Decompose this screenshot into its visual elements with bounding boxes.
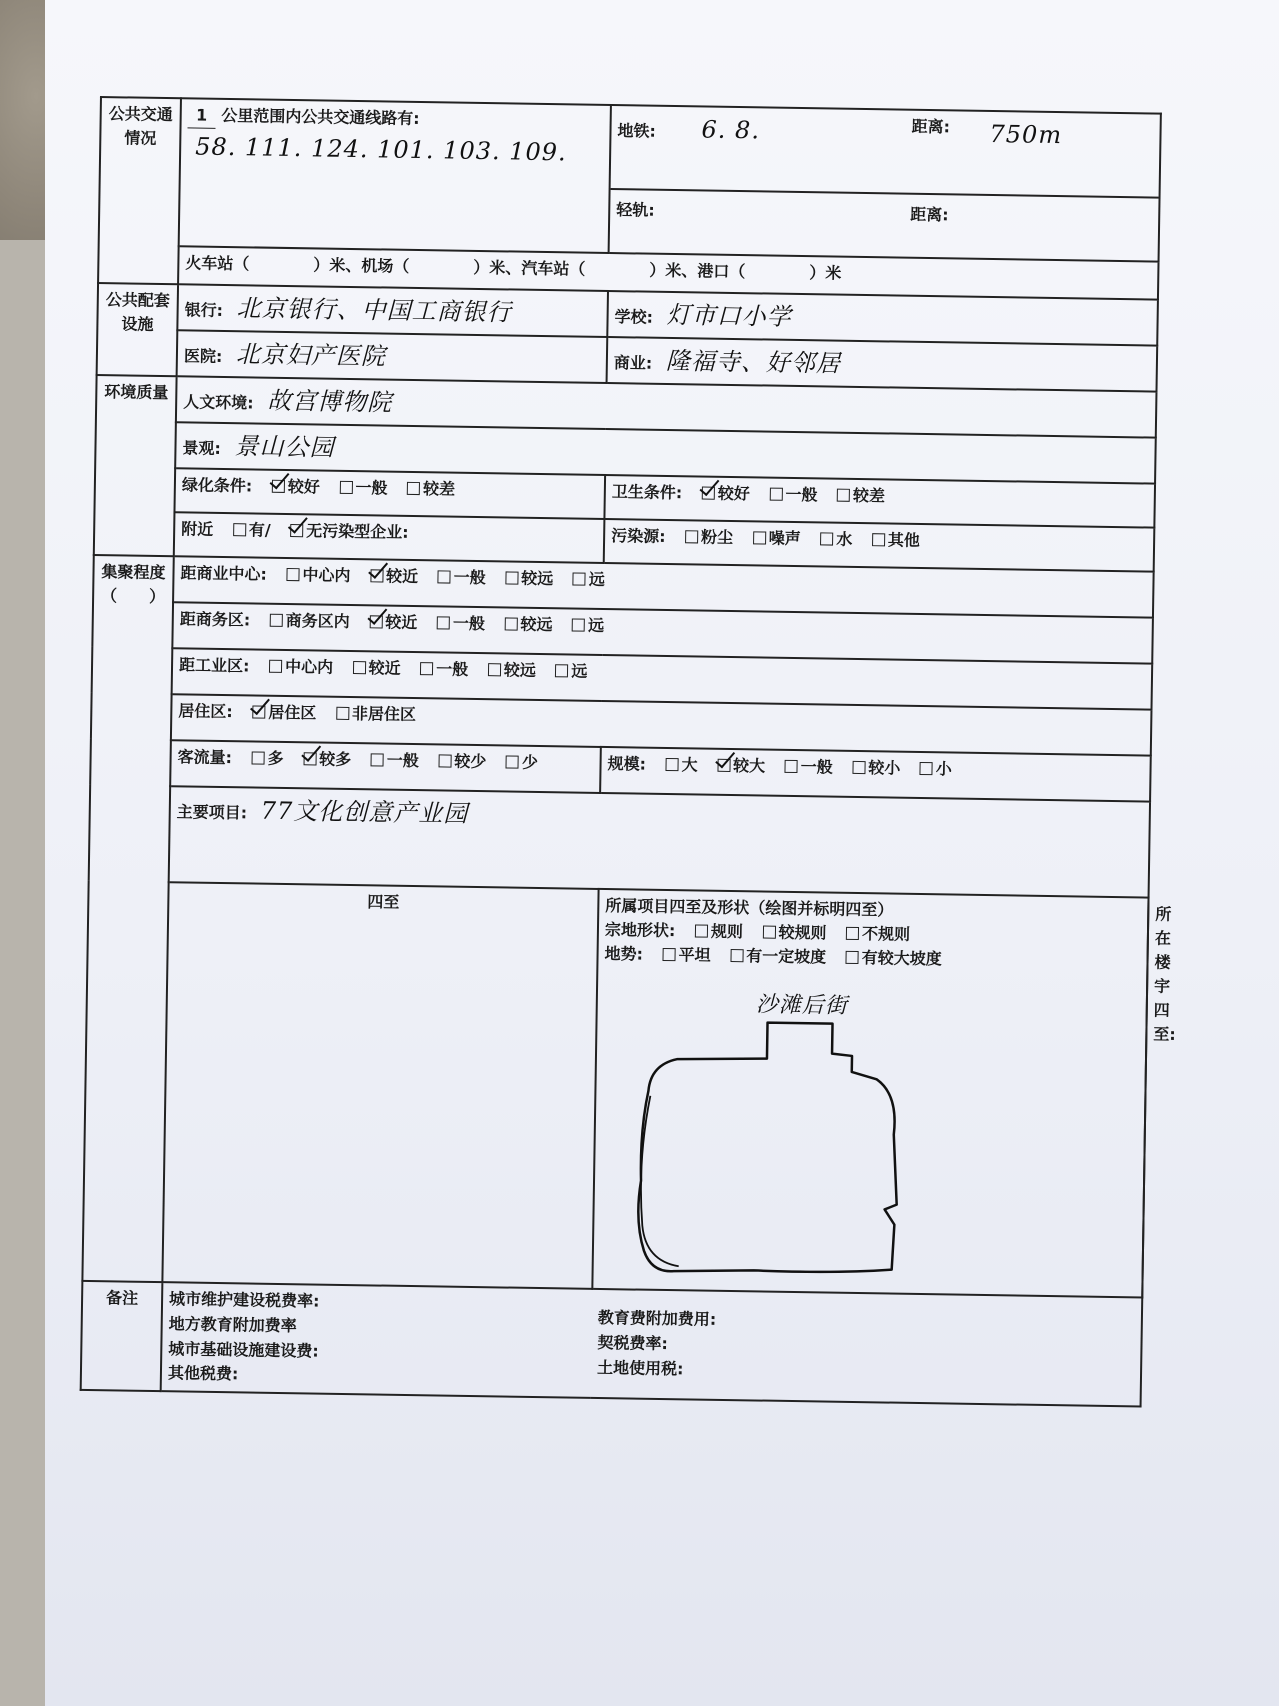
traffic-cell <box>170 740 601 793</box>
metro-distance-value: 750m <box>989 119 1063 150</box>
business-district-option-far: 远 <box>587 615 605 635</box>
stations-text: 火车站（ ）米、机场（ ）米、汽车站（ ）米、港口（ ）米 <box>178 246 1158 299</box>
residential-option-no: 非居住区 <box>351 704 417 725</box>
traffic-checkbox-average[interactable] <box>371 753 384 766</box>
scale-option-small: 小 <box>935 759 953 779</box>
traffic-option-few: 少 <box>521 752 539 772</box>
metro-value: 6. 8. <box>701 115 761 145</box>
business-center-checkbox-farther[interactable] <box>505 571 518 584</box>
main-project-label: 主要项目: <box>176 802 248 823</box>
business-center-option-farther: 较远 <box>521 568 554 589</box>
industrial-checkbox-inside[interactable] <box>269 660 282 673</box>
business-center-option-far: 远 <box>588 569 605 589</box>
business-district-option-inside: 商务区内 <box>285 610 350 631</box>
hospital-value: 北京妇产医院 <box>235 340 387 371</box>
commerce-label: 商业: <box>613 353 653 373</box>
lot-outline-inner <box>640 1096 682 1267</box>
remark-deed-tax-rate: 契税费率: <box>597 1332 669 1353</box>
business-center-checkbox-far[interactable] <box>573 572 586 585</box>
hospital-label: 医院: <box>183 346 223 366</box>
remark-other-taxes: 其他税费: <box>167 1363 239 1384</box>
nearby-cell <box>174 512 605 563</box>
scenery-label: 景观: <box>182 438 222 458</box>
sanitation-checkbox-average[interactable] <box>769 488 782 501</box>
bus-lines-value: 58. 111. 124. 101. 103. 109. <box>194 132 567 167</box>
main-project-cell <box>169 786 1150 897</box>
terrain-checkbox-some-slope[interactable] <box>730 949 743 962</box>
lot-shape-checkbox-irregular[interactable] <box>846 927 859 940</box>
scale-option-average: 一般 <box>800 757 833 777</box>
bank-value: 北京银行、中国工商银行 <box>236 294 512 327</box>
transport-section-label: 公共交通情况 <box>98 97 181 284</box>
business-district-checkbox-near[interactable] <box>369 615 382 628</box>
traffic-checkbox-more[interactable] <box>303 752 316 765</box>
scenery-value: 景山公园 <box>234 432 335 462</box>
commerce-value: 隆福寺、好邻居 <box>665 346 842 378</box>
pollution-option-other: 其他 <box>887 530 921 550</box>
industrial-option-near: 较近 <box>368 658 401 678</box>
nearby-checkbox-has[interactable] <box>233 523 246 536</box>
residential-checkbox-no[interactable] <box>336 707 349 720</box>
pollution-checkbox-dust[interactable] <box>685 530 698 543</box>
scale-checkbox-large[interactable] <box>665 758 678 771</box>
traffic-option-more: 较多 <box>319 749 352 770</box>
pollution-option-dust: 粉尘 <box>700 527 734 547</box>
sanitation-option-average: 一般 <box>785 484 818 505</box>
lot-shape-option-regular: 规则 <box>710 921 744 942</box>
main-project-value: 77文化创意产业园 <box>260 796 469 828</box>
sanitation-option-poor: 较差 <box>852 485 886 506</box>
business-district-checkbox-farther[interactable] <box>504 617 517 630</box>
remark-land-use-tax: 土地使用税: <box>596 1357 684 1378</box>
greening-option-poor: 较差 <box>422 479 456 499</box>
greening-label: 绿化条件: <box>181 475 253 496</box>
pollution-option-noise: 噪声 <box>768 528 801 549</box>
business-district-label: 距商务区: <box>179 609 251 630</box>
pollution-checkbox-water[interactable] <box>820 532 833 545</box>
greening-cell <box>174 468 605 519</box>
scale-option-larger: 较大 <box>732 756 766 776</box>
pollution-option-water: 水 <box>836 529 853 549</box>
scale-option-large: 大 <box>681 755 698 775</box>
facilities-section-label: 公共配套设施 <box>97 283 178 376</box>
terrain-option-flat: 平坦 <box>678 945 711 965</box>
scale-label: 规模: <box>607 754 647 774</box>
business-center-checkbox-near[interactable] <box>370 569 383 582</box>
environment-section-label: 环境质量 <box>94 375 177 556</box>
industrial-checkbox-far[interactable] <box>555 664 568 677</box>
greening-option-good: 较好 <box>287 477 321 497</box>
bank-label: 银行: <box>184 300 224 320</box>
lot-outline <box>637 1021 899 1275</box>
business-center-label: 距商业中心: <box>180 563 268 584</box>
business-center-option-average: 一般 <box>453 567 486 588</box>
lot-shape-option-irregular: 不规则 <box>861 924 911 944</box>
light-rail-distance-label: 距离: <box>910 204 949 225</box>
greening-option-average: 一般 <box>355 478 388 498</box>
terrain-option-some-slope: 有一定坡度 <box>746 946 827 967</box>
culture-value: 故宫博物院 <box>266 386 393 417</box>
traffic-option-average: 一般 <box>386 750 419 771</box>
industrial-checkbox-average[interactable] <box>420 662 433 675</box>
business-district-option-average: 一般 <box>452 613 486 634</box>
traffic-checkbox-less[interactable] <box>438 754 451 767</box>
traffic-option-less: 较少 <box>454 751 487 772</box>
greening-checkbox-good[interactable] <box>272 480 285 493</box>
business-district-checkbox-far[interactable] <box>572 618 585 631</box>
traffic-label: 客流量: <box>177 747 233 768</box>
industrial-option-average: 一般 <box>436 659 469 679</box>
sanitation-checkbox-poor[interactable] <box>837 489 850 502</box>
lot-shape-label: 宗地形状: <box>604 920 676 941</box>
terrain-checkbox-flat[interactable] <box>662 948 675 961</box>
lot-shape-sketch <box>633 1021 917 1295</box>
sketch-street-label: 沙滩后街 <box>755 992 849 1019</box>
school-value: 灯市口小学 <box>666 300 792 331</box>
metro-label: 地铁: <box>617 121 657 141</box>
greening-checkbox-average[interactable] <box>339 481 352 494</box>
lot-shape-checkbox-fairly-regular[interactable] <box>762 926 775 939</box>
nearby-checkbox-none[interactable] <box>290 524 303 537</box>
agglomeration-section-paren: （ ） <box>100 586 166 607</box>
traffic-checkbox-few[interactable] <box>506 755 519 768</box>
pollution-label: 污染源: <box>611 526 666 546</box>
nearby-label: 附近 <box>181 519 214 539</box>
business-center-option-near: 较近 <box>385 566 419 587</box>
industrial-option-far: 远 <box>571 661 588 681</box>
industrial-label: 距工业区: <box>178 655 250 676</box>
remarks-left-cell <box>161 1282 593 1398</box>
bank-cell <box>177 284 608 337</box>
metro-distance-label: 距离: <box>911 116 951 137</box>
remark-education-surcharge: 教育费附加费用: <box>597 1307 717 1329</box>
radius-value: 1 <box>188 103 216 128</box>
building-boundaries-title: 所在楼宇四至: <box>1153 904 1176 1045</box>
remark-urban-maintenance-tax: 城市维护建设税费率: <box>168 1289 320 1311</box>
school-label: 学校: <box>614 307 654 327</box>
remark-local-education-surcharge: 地方教育附加费率 <box>168 1314 297 1336</box>
scale-option-smaller: 较小 <box>868 758 901 778</box>
nearby-option-has: 有/ <box>248 520 271 540</box>
business-center-checkbox-inside[interactable] <box>286 568 299 581</box>
residential-label: 居住区: <box>178 701 233 722</box>
scale-checkbox-smaller[interactable] <box>852 761 865 774</box>
business-district-checkbox-average[interactable] <box>437 616 450 629</box>
industrial-option-farther: 较远 <box>503 660 536 680</box>
industrial-checkbox-farther[interactable] <box>488 663 501 676</box>
bus-lines-cell <box>179 98 611 253</box>
sanitation-checkbox-good[interactable] <box>702 487 715 500</box>
survey-form <box>77 96 1179 1553</box>
industrial-option-inside: 中心内 <box>284 656 334 677</box>
culture-label: 人文环境: <box>183 392 254 413</box>
traffic-option-many: 多 <box>267 748 284 768</box>
radius-text: 公里范围内公共交通线路有: <box>221 105 420 129</box>
agglomeration-section-label: 集聚程度 <box>101 562 166 583</box>
terrain-checkbox-steep-slope[interactable] <box>846 951 859 964</box>
pollution-checkbox-other[interactable] <box>872 533 885 546</box>
nearby-option-none: 无污染型企业: <box>306 521 409 542</box>
residential-checkbox-yes[interactable] <box>252 705 265 718</box>
scale-checkbox-average[interactable] <box>785 760 798 773</box>
business-district-option-near: 较近 <box>385 612 418 633</box>
sanitation-label: 卫生条件: <box>611 482 683 503</box>
business-center-checkbox-average[interactable] <box>438 570 451 583</box>
hospital-cell <box>177 330 608 383</box>
business-center-option-inside: 中心内 <box>302 565 351 585</box>
form-table <box>80 96 1176 1408</box>
scale-checkbox-larger[interactable] <box>717 759 730 772</box>
terrain-option-steep-slope: 有较大坡度 <box>861 948 942 969</box>
pollution-checkbox-noise[interactable] <box>753 531 766 544</box>
remarks-section-label: 备注 <box>81 1281 163 1391</box>
boundaries-section-label: 四至 <box>162 882 598 1289</box>
project-boundaries-title: 所属项目四至及形状（绘图并标明四至） <box>605 896 894 920</box>
industrial-checkbox-near[interactable] <box>353 661 366 674</box>
agglomeration-section-cell <box>82 555 173 1282</box>
greening-checkbox-poor[interactable] <box>407 482 420 495</box>
residential-option-yes: 居住区 <box>268 702 317 723</box>
sanitation-option-good: 较好 <box>717 483 750 504</box>
lot-shape-option-fairly-regular: 较规则 <box>778 922 827 943</box>
business-district-checkbox-inside[interactable] <box>270 614 283 627</box>
light-rail-label: 轻轨: <box>616 200 655 220</box>
metro-cell <box>609 105 1161 262</box>
remarks-right-cell <box>591 1289 1143 1407</box>
terrain-label: 地势: <box>604 944 644 964</box>
business-district-option-farther: 较远 <box>520 614 553 635</box>
remark-infrastructure-fee: 城市基础设施建设费: <box>168 1338 319 1361</box>
scale-checkbox-small[interactable] <box>920 762 933 775</box>
lot-shape-checkbox-regular[interactable] <box>695 924 708 937</box>
traffic-checkbox-many[interactable] <box>252 751 265 764</box>
project-boundaries-cell <box>592 889 1148 1298</box>
